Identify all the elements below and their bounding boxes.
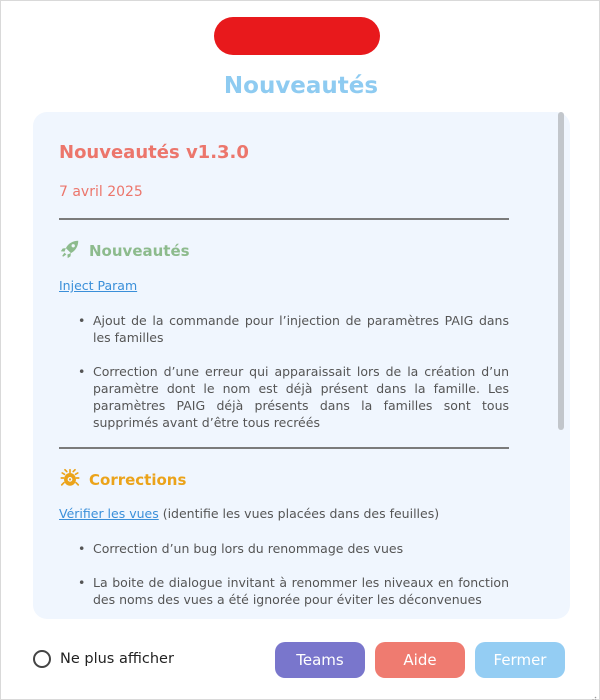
teams-button[interactable]: Teams	[275, 642, 365, 678]
redacted-logo	[214, 17, 380, 55]
dont-show-again-toggle[interactable]	[33, 650, 174, 668]
verifier-vues-link[interactable]: Vérifier les vues	[59, 506, 159, 521]
new-items-list	[59, 312, 509, 448]
radio-circle[interactable]	[33, 650, 51, 668]
link-suffix: (identifie les vues placées dans des feuilles)	[158, 506, 440, 521]
list-item: • Ajout de la commande pour l’injection de paramètres PAIG dans les familles	[59, 312, 509, 346]
fermer-button[interactable]: Fermer	[475, 642, 565, 678]
aide-button[interactable]: Aide	[375, 642, 465, 678]
list-item: • Correction d’un bug lors du renommage des vues	[59, 540, 509, 557]
panel-scrollbar[interactable]	[558, 112, 564, 430]
rocket-icon	[59, 238, 81, 264]
section-heading-label: Nouveautés	[89, 242, 190, 260]
section-heading-new	[59, 238, 190, 264]
resize-grip-icon[interactable]	[589, 689, 597, 697]
section-heading-label: Corrections	[89, 471, 187, 489]
dont-show-again-label: Ne plus afficher	[60, 651, 174, 667]
correction-items-list	[59, 540, 509, 619]
dialog-footer	[1, 641, 600, 681]
list-item: • La boite de dialogue invitant à renommer les niveaux en fonction des noms des vues a été ignorée pour éviter les déconvenues	[59, 574, 509, 608]
version-title: Nouveautés v1.3.0	[59, 142, 249, 163]
release-date: 7 avril 2025	[59, 184, 143, 200]
release-notes-panel[interactable]	[33, 112, 570, 619]
divider	[59, 447, 509, 449]
dialog-title: Nouveautés	[223, 73, 379, 99]
section-link-row	[59, 506, 439, 521]
bug-icon	[59, 467, 81, 493]
list-item: • Correction d’une erreur qui apparaissait lors de la création d’un paramètre dont le nom est déjà présent dans la famille. Les paramètres PAIG déjà présents dans la familles sont tous supprimés avant d’être tous recréés	[59, 363, 509, 431]
section-link-row	[59, 278, 137, 293]
section-heading-corrections	[59, 467, 186, 493]
divider	[59, 218, 509, 220]
inject-param-link[interactable]: Inject Param	[59, 278, 138, 293]
